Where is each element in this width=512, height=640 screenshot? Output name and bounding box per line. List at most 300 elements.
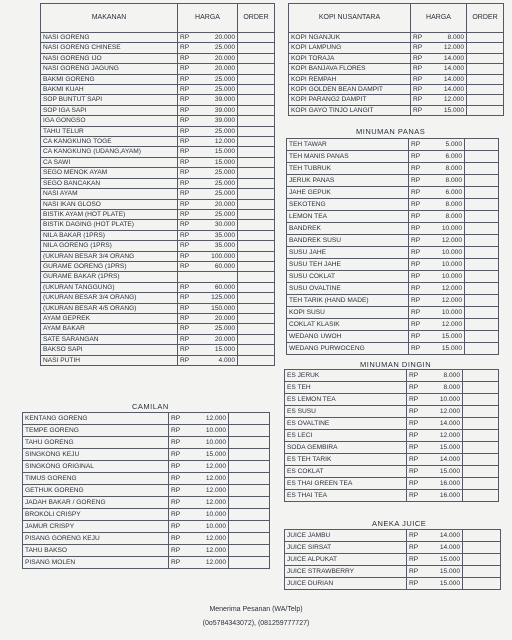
camilan-item-order-cell[interactable] bbox=[229, 521, 270, 533]
makanan-row bbox=[41, 261, 275, 271]
panas-item-order-cell[interactable] bbox=[465, 151, 499, 163]
kopi-item-name: KOPI LAMPUNG bbox=[289, 43, 411, 53]
makanan-item-price: 20.000 bbox=[196, 64, 238, 74]
makanan-item-price: 60.000 bbox=[196, 282, 238, 292]
kopi-item-name: KOPI REMPAH bbox=[289, 74, 411, 84]
kopi-header-name: KOPI NUSANTARA bbox=[289, 4, 411, 33]
makanan-item-order-cell[interactable] bbox=[238, 157, 275, 167]
kopi-item-price: 14.000 bbox=[427, 53, 467, 63]
makanan-item-currency: RP bbox=[178, 33, 196, 43]
dingin-item-price: 12.000 bbox=[423, 430, 463, 442]
panas-item-name: SUSU TEH JAHE bbox=[287, 259, 409, 271]
makanan-item-order-cell[interactable] bbox=[238, 53, 275, 63]
makanan-row bbox=[41, 199, 275, 209]
makanan-item-price: 12.000 bbox=[196, 137, 238, 147]
camilan-item-name: JAMUR CRISPY bbox=[23, 521, 169, 533]
kopi-item-price: 12.000 bbox=[427, 95, 467, 105]
makanan-item-currency bbox=[178, 272, 196, 282]
makanan-item-name: BAKMI KUAH bbox=[41, 85, 178, 95]
panas-item-order-cell[interactable] bbox=[465, 223, 499, 235]
makanan-item-order-cell[interactable] bbox=[238, 345, 275, 355]
camilan-row bbox=[23, 557, 270, 569]
makanan-item-currency: RP bbox=[178, 199, 196, 209]
makanan-item-name: SEGO MENOK AYAM bbox=[41, 168, 178, 178]
juice-item-currency: RP bbox=[407, 554, 423, 566]
juice-title: ANEKA JUICE bbox=[372, 519, 427, 528]
juice-item-order-cell[interactable] bbox=[463, 566, 501, 578]
makanan-item-price: 39.000 bbox=[196, 116, 238, 126]
camilan-row bbox=[23, 449, 270, 461]
makanan-item-price: 20.000 bbox=[196, 53, 238, 63]
panas-item-price: 6.000 bbox=[425, 187, 465, 199]
makanan-row bbox=[41, 85, 275, 95]
makanan-item-currency: RP bbox=[178, 313, 196, 323]
makanan-item-price bbox=[196, 272, 238, 282]
makanan-row bbox=[41, 251, 275, 261]
kopi-item-name: KOPI TORAJA bbox=[289, 53, 411, 63]
panas-item-order-cell[interactable] bbox=[465, 283, 499, 295]
panas-row bbox=[287, 307, 499, 319]
makanan-item-order-cell[interactable] bbox=[238, 272, 275, 282]
makanan-item-name: BISTIK DAGING (HOT PLATE) bbox=[41, 220, 178, 230]
camilan-item-name: JADAH BAKAR / GORENG bbox=[23, 497, 169, 509]
makanan-item-price: 20.000 bbox=[196, 33, 238, 43]
makanan-row bbox=[41, 178, 275, 188]
makanan-header-order: ORDER bbox=[238, 4, 275, 33]
makanan-item-price: 25.000 bbox=[196, 189, 238, 199]
panas-item-order-cell[interactable] bbox=[465, 163, 499, 175]
kopi-item-order-cell[interactable] bbox=[467, 95, 504, 105]
makanan-table bbox=[40, 3, 275, 366]
dingin-item-currency: RP bbox=[407, 442, 423, 454]
camilan-item-price: 12.000 bbox=[187, 461, 229, 473]
dingin-item-order-cell[interactable] bbox=[463, 370, 499, 382]
panas-title: MINUMAN PANAS bbox=[356, 127, 426, 136]
dingin-item-price: 15.000 bbox=[423, 466, 463, 478]
dingin-item-name: ES TEH bbox=[285, 382, 407, 394]
juice-item-currency: RP bbox=[407, 566, 423, 578]
makanan-item-price: 100.000 bbox=[196, 251, 238, 261]
makanan-item-order-cell[interactable] bbox=[238, 178, 275, 188]
makanan-item-currency: RP bbox=[178, 189, 196, 199]
juice-item-currency: RP bbox=[407, 578, 423, 590]
makanan-item-name: IGA GONGSO bbox=[41, 116, 178, 126]
panas-item-price: 10.000 bbox=[425, 247, 465, 259]
panas-item-order-cell[interactable] bbox=[465, 211, 499, 223]
makanan-row bbox=[41, 334, 275, 344]
panas-item-currency: RP bbox=[409, 175, 425, 187]
camilan-item-order-cell[interactable] bbox=[229, 473, 270, 485]
makanan-item-price: 150.000 bbox=[196, 303, 238, 313]
juice-item-name: JUICE JAMBU bbox=[285, 530, 407, 542]
dingin-row bbox=[285, 418, 499, 430]
makanan-item-name: GURAME BAKAR (1PRS) bbox=[41, 272, 178, 282]
kopi-item-price: 14.000 bbox=[427, 74, 467, 84]
panas-table bbox=[286, 138, 499, 355]
panas-item-order-cell[interactable] bbox=[465, 139, 499, 151]
juice-row bbox=[285, 578, 501, 590]
makanan-item-currency: RP bbox=[178, 355, 196, 365]
camilan-item-currency: RP bbox=[169, 497, 187, 509]
makanan-item-price: 39.000 bbox=[196, 105, 238, 115]
juice-item-currency: RP bbox=[407, 530, 423, 542]
panas-item-currency: RP bbox=[409, 163, 425, 175]
dingin-table bbox=[284, 369, 499, 502]
camilan-item-name: PISANG MOLEN bbox=[23, 557, 169, 569]
makanan-item-price: 15.000 bbox=[196, 147, 238, 157]
kopi-item-currency: RP bbox=[411, 74, 427, 84]
makanan-item-currency: RP bbox=[178, 157, 196, 167]
makanan-item-order-cell[interactable] bbox=[238, 43, 275, 53]
camilan-item-order-cell[interactable] bbox=[229, 461, 270, 473]
makanan-item-order-cell[interactable] bbox=[238, 241, 275, 251]
camilan-item-order-cell[interactable] bbox=[229, 557, 270, 569]
makanan-item-currency: RP bbox=[178, 251, 196, 261]
camilan-item-price: 12.000 bbox=[187, 545, 229, 557]
makanan-item-price: 35.000 bbox=[196, 241, 238, 251]
makanan-item-order-cell[interactable] bbox=[238, 137, 275, 147]
panas-row bbox=[287, 319, 499, 331]
makanan-item-name: NILA GORENG (1PRS) bbox=[41, 241, 178, 251]
makanan-item-price: 15.000 bbox=[196, 157, 238, 167]
dingin-item-name: ES THAI TEA bbox=[285, 490, 407, 502]
makanan-item-order-cell[interactable] bbox=[238, 147, 275, 157]
camilan-row bbox=[23, 413, 270, 425]
dingin-item-order-cell[interactable] bbox=[463, 418, 499, 430]
panas-item-currency: RP bbox=[409, 331, 425, 343]
makanan-row bbox=[41, 43, 275, 53]
panas-item-currency: RP bbox=[409, 295, 425, 307]
panas-item-name: JERUK PANAS bbox=[287, 175, 409, 187]
dingin-item-price: 12.000 bbox=[423, 406, 463, 418]
makanan-item-price: 4.000 bbox=[196, 355, 238, 365]
makanan-item-name: BAKMI GORENG bbox=[41, 74, 178, 84]
panas-item-currency: RP bbox=[409, 223, 425, 235]
panas-item-name: SUSU OVALTINE bbox=[287, 283, 409, 295]
makanan-item-currency: RP bbox=[178, 147, 196, 157]
panas-item-order-cell[interactable] bbox=[465, 319, 499, 331]
panas-item-name: WEDANG UWOH bbox=[287, 331, 409, 343]
camilan-row bbox=[23, 533, 270, 545]
juice-item-order-cell[interactable] bbox=[463, 578, 501, 590]
dingin-item-currency: RP bbox=[407, 454, 423, 466]
makanan-item-name: CA KANGKUNG TOGE bbox=[41, 137, 178, 147]
juice-item-name: JUICE STRAWBERRY bbox=[285, 566, 407, 578]
makanan-item-price: 25.000 bbox=[196, 324, 238, 334]
dingin-item-order-cell[interactable] bbox=[463, 406, 499, 418]
juice-item-order-cell[interactable] bbox=[463, 554, 501, 566]
camilan-row bbox=[23, 425, 270, 437]
camilan-item-order-cell[interactable] bbox=[229, 485, 270, 497]
makanan-item-order-cell[interactable] bbox=[238, 261, 275, 271]
panas-item-price: 10.000 bbox=[425, 259, 465, 271]
dingin-row bbox=[285, 454, 499, 466]
kopi-item-currency: RP bbox=[411, 53, 427, 63]
makanan-item-order-cell[interactable] bbox=[238, 220, 275, 230]
juice-item-name: JUICE SIRSAT bbox=[285, 542, 407, 554]
panas-item-order-cell[interactable] bbox=[465, 235, 499, 247]
makanan-item-order-cell[interactable] bbox=[238, 33, 275, 43]
juice-item-currency: RP bbox=[407, 542, 423, 554]
dingin-item-name: ES JERUK bbox=[285, 370, 407, 382]
camilan-item-currency: RP bbox=[169, 545, 187, 557]
dingin-item-currency: RP bbox=[407, 478, 423, 490]
dingin-item-price: 15.000 bbox=[423, 442, 463, 454]
camilan-item-name: TAHU GORENG bbox=[23, 437, 169, 449]
makanan-item-order-cell[interactable] bbox=[238, 282, 275, 292]
dingin-item-currency: RP bbox=[407, 430, 423, 442]
panas-item-order-cell[interactable] bbox=[465, 247, 499, 259]
makanan-row bbox=[41, 189, 275, 199]
camilan-row bbox=[23, 509, 270, 521]
panas-item-currency: RP bbox=[409, 247, 425, 259]
camilan-item-order-cell[interactable] bbox=[229, 497, 270, 509]
panas-item-price: 12.000 bbox=[425, 283, 465, 295]
makanan-item-currency: RP bbox=[178, 168, 196, 178]
camilan-row bbox=[23, 521, 270, 533]
makanan-item-order-cell[interactable] bbox=[238, 168, 275, 178]
kopi-item-order-cell[interactable] bbox=[467, 74, 504, 84]
makanan-item-order-cell[interactable] bbox=[238, 324, 275, 334]
makanan-item-price: 39.000 bbox=[196, 95, 238, 105]
makanan-item-currency: RP bbox=[178, 137, 196, 147]
makanan-item-order-cell[interactable] bbox=[238, 303, 275, 313]
makanan-item-order-cell[interactable] bbox=[238, 189, 275, 199]
dingin-item-order-cell[interactable] bbox=[463, 394, 499, 406]
makanan-item-price: 25.000 bbox=[196, 178, 238, 188]
makanan-row bbox=[41, 147, 275, 157]
kopi-item-order-cell[interactable] bbox=[467, 85, 504, 95]
makanan-row bbox=[41, 168, 275, 178]
panas-item-price: 15.000 bbox=[425, 331, 465, 343]
panas-item-currency: RP bbox=[409, 259, 425, 271]
kopi-item-name: KOPI GAYO TINJO LANGIT bbox=[289, 105, 411, 115]
panas-row bbox=[287, 211, 499, 223]
dingin-item-currency: RP bbox=[407, 394, 423, 406]
camilan-item-price: 12.000 bbox=[187, 473, 229, 485]
panas-item-order-cell[interactable] bbox=[465, 343, 499, 355]
camilan-item-currency: RP bbox=[169, 449, 187, 461]
kopi-table bbox=[288, 3, 504, 116]
camilan-item-price: 10.000 bbox=[187, 437, 229, 449]
makanan-item-order-cell[interactable] bbox=[238, 85, 275, 95]
makanan-item-order-cell[interactable] bbox=[238, 105, 275, 115]
camilan-item-name: BROKOLI CRISPY bbox=[23, 509, 169, 521]
camilan-item-order-cell[interactable] bbox=[229, 425, 270, 437]
makanan-item-order-cell[interactable] bbox=[238, 126, 275, 136]
makanan-item-order-cell[interactable] bbox=[238, 355, 275, 365]
dingin-item-price: 16.000 bbox=[423, 478, 463, 490]
kopi-item-currency: RP bbox=[411, 33, 427, 43]
dingin-item-price: 8.000 bbox=[423, 370, 463, 382]
makanan-row bbox=[41, 220, 275, 230]
dingin-item-currency: RP bbox=[407, 418, 423, 430]
kopi-item-order-cell[interactable] bbox=[467, 64, 504, 74]
panas-item-order-cell[interactable] bbox=[465, 307, 499, 319]
makanan-row bbox=[41, 126, 275, 136]
kopi-item-price: 14.000 bbox=[427, 64, 467, 74]
makanan-row bbox=[41, 272, 275, 282]
dingin-row bbox=[285, 394, 499, 406]
makanan-item-order-cell[interactable] bbox=[238, 230, 275, 240]
camilan-item-name: SINGKONG KEJU bbox=[23, 449, 169, 461]
panas-item-order-cell[interactable] bbox=[465, 295, 499, 307]
camilan-item-currency: RP bbox=[169, 413, 187, 425]
footer-line-2: (0o5784343072), (081259777727) bbox=[202, 620, 310, 627]
dingin-item-order-cell[interactable] bbox=[463, 454, 499, 466]
kopi-row bbox=[289, 74, 504, 84]
makanan-item-currency: RP bbox=[178, 241, 196, 251]
juice-item-order-cell[interactable] bbox=[463, 530, 501, 542]
makanan-item-price: 25.000 bbox=[196, 74, 238, 84]
makanan-item-name: AYAM GEPREK bbox=[41, 313, 178, 323]
makanan-item-name: NASI GORENG JAGUNG bbox=[41, 64, 178, 74]
panas-row bbox=[287, 187, 499, 199]
makanan-item-order-cell[interactable] bbox=[238, 209, 275, 219]
camilan-row bbox=[23, 485, 270, 497]
kopi-header-price: HARGA bbox=[411, 4, 467, 33]
camilan-item-order-cell[interactable] bbox=[229, 413, 270, 425]
panas-item-currency: RP bbox=[409, 139, 425, 151]
juice-item-name: JUICE DURIAN bbox=[285, 578, 407, 590]
makanan-item-currency: RP bbox=[178, 95, 196, 105]
panas-row bbox=[287, 175, 499, 187]
camilan-item-order-cell[interactable] bbox=[229, 509, 270, 521]
kopi-item-order-cell[interactable] bbox=[467, 43, 504, 53]
kopi-header-row bbox=[289, 4, 504, 33]
makanan-item-currency: RP bbox=[178, 345, 196, 355]
panas-item-order-cell[interactable] bbox=[465, 199, 499, 211]
kopi-row bbox=[289, 53, 504, 63]
juice-item-price: 15.000 bbox=[423, 566, 463, 578]
makanan-item-order-cell[interactable] bbox=[238, 251, 275, 261]
panas-item-currency: RP bbox=[409, 187, 425, 199]
makanan-item-currency: RP bbox=[178, 230, 196, 240]
panas-row bbox=[287, 199, 499, 211]
kopi-item-currency: RP bbox=[411, 85, 427, 95]
makanan-item-currency: RP bbox=[178, 282, 196, 292]
makanan-item-order-cell[interactable] bbox=[238, 313, 275, 323]
dingin-item-order-cell[interactable] bbox=[463, 478, 499, 490]
camilan-item-order-cell[interactable] bbox=[229, 545, 270, 557]
dingin-row bbox=[285, 406, 499, 418]
camilan-item-name: TEMPE GORENG bbox=[23, 425, 169, 437]
panas-item-order-cell[interactable] bbox=[465, 175, 499, 187]
kopi-item-order-cell[interactable] bbox=[467, 33, 504, 43]
makanan-item-price: 125.000 bbox=[196, 293, 238, 303]
makanan-row bbox=[41, 313, 275, 323]
juice-item-order-cell[interactable] bbox=[463, 542, 501, 554]
panas-item-currency: RP bbox=[409, 271, 425, 283]
panas-item-order-cell[interactable] bbox=[465, 187, 499, 199]
dingin-item-order-cell[interactable] bbox=[463, 466, 499, 478]
makanan-item-currency: RP bbox=[178, 293, 196, 303]
makanan-item-price: 20.000 bbox=[196, 199, 238, 209]
panas-row bbox=[287, 343, 499, 355]
camilan-row bbox=[23, 461, 270, 473]
makanan-item-name: NASI AYAM bbox=[41, 189, 178, 199]
makanan-item-price: 20.000 bbox=[196, 334, 238, 344]
dingin-item-order-cell[interactable] bbox=[463, 490, 499, 502]
makanan-item-price: 25.000 bbox=[196, 168, 238, 178]
kopi-item-currency: RP bbox=[411, 95, 427, 105]
panas-item-order-cell[interactable] bbox=[465, 259, 499, 271]
kopi-item-currency: RP bbox=[411, 64, 427, 74]
makanan-item-price: 25.000 bbox=[196, 43, 238, 53]
camilan-item-price: 15.000 bbox=[187, 449, 229, 461]
makanan-item-order-cell[interactable] bbox=[238, 74, 275, 84]
makanan-item-currency: RP bbox=[178, 116, 196, 126]
makanan-row bbox=[41, 95, 275, 105]
panas-item-name: LEMON TEA bbox=[287, 211, 409, 223]
makanan-item-currency: RP bbox=[178, 85, 196, 95]
makanan-item-name: SOP IGA SAPI bbox=[41, 105, 178, 115]
panas-item-currency: RP bbox=[409, 151, 425, 163]
makanan-item-currency: RP bbox=[178, 126, 196, 136]
makanan-item-currency: RP bbox=[178, 43, 196, 53]
panas-row bbox=[287, 259, 499, 271]
makanan-item-order-cell[interactable] bbox=[238, 293, 275, 303]
makanan-item-name: SEGO BANCAKAN bbox=[41, 178, 178, 188]
panas-item-name: KOPI SUSU bbox=[287, 307, 409, 319]
makanan-item-currency: RP bbox=[178, 303, 196, 313]
dingin-item-order-cell[interactable] bbox=[463, 382, 499, 394]
camilan-row bbox=[23, 437, 270, 449]
makanan-item-name: CA SAWI bbox=[41, 157, 178, 167]
panas-row bbox=[287, 271, 499, 283]
makanan-item-currency: RP bbox=[178, 261, 196, 271]
kopi-item-order-cell[interactable] bbox=[467, 53, 504, 63]
makanan-item-order-cell[interactable] bbox=[238, 199, 275, 209]
kopi-row bbox=[289, 33, 504, 43]
dingin-item-currency: RP bbox=[407, 370, 423, 382]
makanan-row bbox=[41, 303, 275, 313]
dingin-item-order-cell[interactable] bbox=[463, 430, 499, 442]
panas-item-order-cell[interactable] bbox=[465, 331, 499, 343]
dingin-item-name: ES COKLAT bbox=[285, 466, 407, 478]
makanan-item-order-cell[interactable] bbox=[238, 334, 275, 344]
dingin-item-currency: RP bbox=[407, 466, 423, 478]
dingin-item-order-cell[interactable] bbox=[463, 442, 499, 454]
makanan-item-order-cell[interactable] bbox=[238, 95, 275, 105]
makanan-item-price: 25.000 bbox=[196, 209, 238, 219]
kopi-row bbox=[289, 105, 504, 115]
camilan-title: CAMILAN bbox=[132, 402, 169, 411]
camilan-item-currency: RP bbox=[169, 425, 187, 437]
kopi-item-order-cell[interactable] bbox=[467, 105, 504, 115]
makanan-item-currency: RP bbox=[178, 334, 196, 344]
camilan-item-order-cell[interactable] bbox=[229, 449, 270, 461]
makanan-item-order-cell[interactable] bbox=[238, 116, 275, 126]
panas-item-name: TEH TARIK (HAND MADE) bbox=[287, 295, 409, 307]
camilan-item-order-cell[interactable] bbox=[229, 533, 270, 545]
panas-item-price: 8.000 bbox=[425, 175, 465, 187]
panas-item-order-cell[interactable] bbox=[465, 271, 499, 283]
makanan-row bbox=[41, 293, 275, 303]
makanan-item-currency: RP bbox=[178, 220, 196, 230]
panas-item-price: 8.000 bbox=[425, 211, 465, 223]
makanan-item-price: 25.000 bbox=[196, 85, 238, 95]
camilan-item-order-cell[interactable] bbox=[229, 437, 270, 449]
camilan-item-price: 10.000 bbox=[187, 509, 229, 521]
dingin-item-price: 16.000 bbox=[423, 490, 463, 502]
makanan-item-currency: RP bbox=[178, 74, 196, 84]
dingin-item-price: 8.000 bbox=[423, 382, 463, 394]
panas-item-name: TEH MANIS PANAS bbox=[287, 151, 409, 163]
makanan-item-order-cell[interactable] bbox=[238, 64, 275, 74]
panas-item-name: BANDREK bbox=[287, 223, 409, 235]
makanan-item-name: NASI GORENG IJO bbox=[41, 53, 178, 63]
